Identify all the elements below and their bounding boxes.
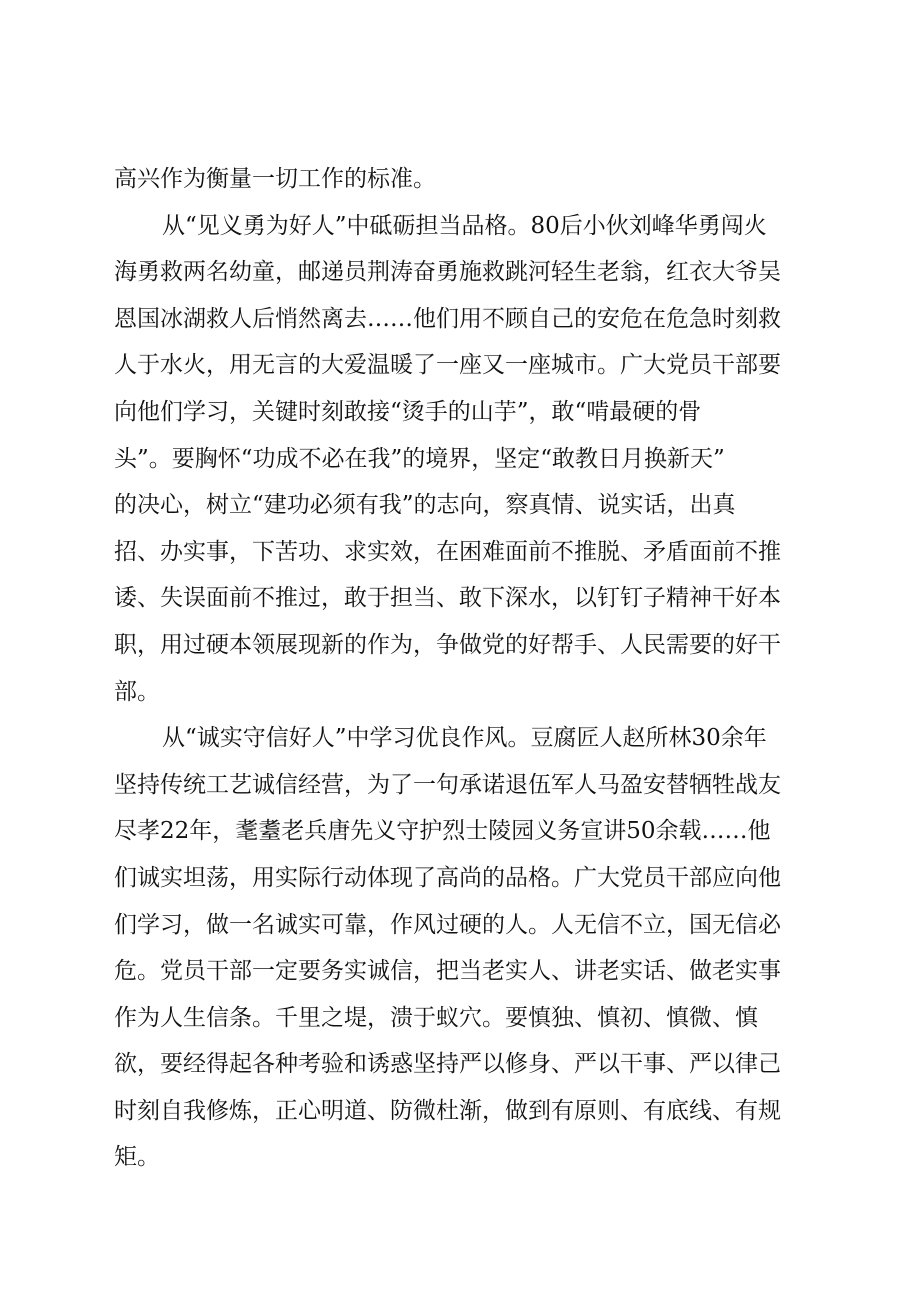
text-line: 招、办实事，下苦功、求实效，在困难面前不推脱、矛盾面前不推 bbox=[114, 538, 781, 565]
paragraph-start-line: 从“诚实守信好人”中学习优良作风。豆腐匠人赵所林30余年 bbox=[162, 725, 767, 752]
text-line: 作为人生信条。千里之堤，溃于蚁穴。要慎独、慎初、慎微、慎 bbox=[114, 1004, 758, 1031]
text-line: 尽孝22年，耄耋老兵唐先义守护烈士陵园义务宣讲50余载……他 bbox=[114, 818, 771, 845]
text-line: 坚持传统工艺诚信经营，为了一句承诺退伍军人马盈安替牺牲战友 bbox=[114, 771, 781, 798]
text-line: 们诚实坦荡，用实际行动体现了高尚的品格。广大党员干部应向他 bbox=[114, 864, 781, 891]
text-line: 恩国冰湖救人后悄然离去……他们用不顾自己的安危在危急时刻救 bbox=[114, 305, 781, 332]
paragraph-start-line: 从“见义勇为好人”中砥砺担当品格。80后小伙刘峰华勇闯火 bbox=[162, 212, 767, 239]
text-line: 们学习，做一名诚实可靠，作风过硬的人。人无信不立，国无信必 bbox=[114, 911, 781, 938]
text-line: 欲，要经得起各种考验和诱惑坚持严以修身、严以干事、严以律己 bbox=[114, 1051, 781, 1078]
body-text bbox=[114, 156, 814, 1181]
text-line: 诿、失误面前不推过，敢于担当、敢下深水，以钉钉子精神干好本 bbox=[114, 585, 781, 612]
text-line: 海勇救两名幼童，邮递员荆涛奋勇施救跳河轻生老翁，红衣大爷吴 bbox=[114, 259, 781, 286]
text-line: 部。 bbox=[114, 678, 160, 705]
text-line: 高兴作为衡量一切工作的标准。 bbox=[114, 166, 436, 192]
text-line: 职，用过硬本领展现新的作为，争做党的好帮手、人民需要的好干 bbox=[114, 631, 781, 658]
text-line: 矩。 bbox=[114, 1144, 160, 1171]
text-line: 人于水火，用无言的大爱温暖了一座又一座城市。广大党员干部要 bbox=[114, 352, 781, 379]
text-line: 头”。要胸怀“功成不必在我”的境界，坚定“敢教日月换新天” bbox=[114, 445, 725, 472]
text-line: 时刻自我修炼，正心明道、防微杜渐，做到有原则、有底线、有规 bbox=[114, 1097, 781, 1124]
text-line: 向他们学习，关键时刻敢接“烫手的山芋”，敢“啃最硬的骨 bbox=[114, 398, 702, 425]
text-line: 的决心，树立“建功必须有我”的志向，察真情、说实话，出真 bbox=[114, 492, 736, 519]
text-line: 危。党员干部一定要务实诚信，把当老实人、讲老实话、做老实事 bbox=[114, 958, 781, 985]
